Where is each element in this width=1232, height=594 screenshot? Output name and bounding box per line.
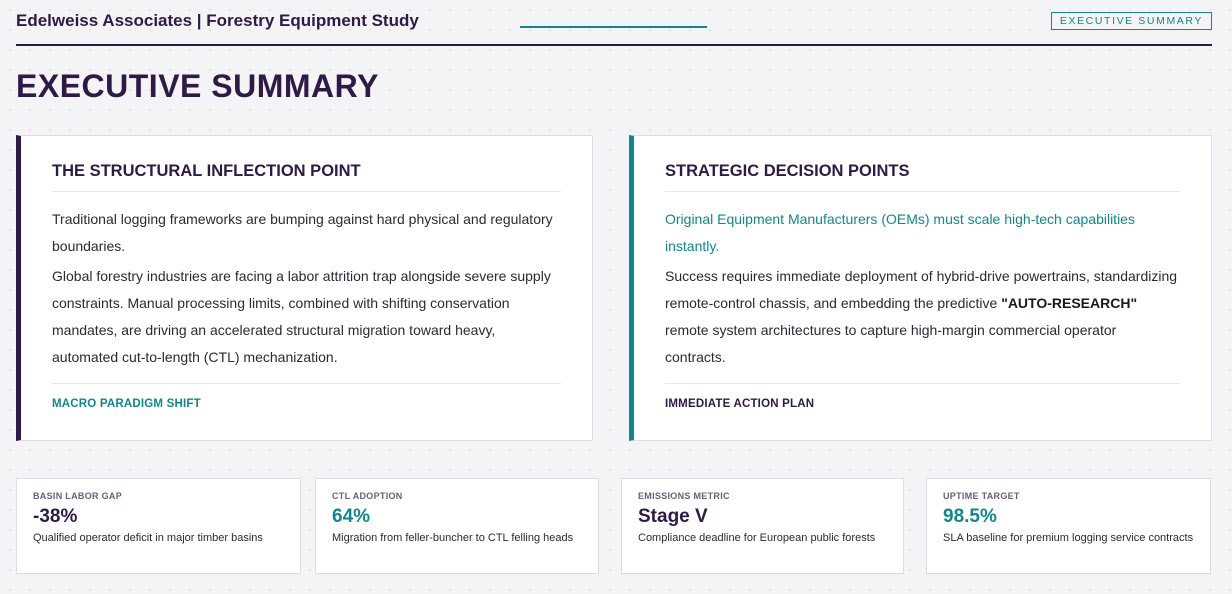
metric-value: 64%: [332, 506, 371, 527]
metric-card-ctl-adoption: [315, 478, 599, 574]
paragraph-text: Success requires immediate deployment of hybrid-drive powertrains, standardizing remote-control chassis, and embedding the predictive: [665, 268, 1178, 311]
structural-inflection-panel: [16, 135, 593, 441]
metric-label: EMISSIONS METRIC: [638, 491, 730, 501]
metric-card-emissions: [621, 478, 904, 574]
panel-body: [665, 206, 1180, 374]
panel-footer-label: IMMEDIATE ACTION PLAN: [665, 383, 1180, 410]
metric-card-uptime: [926, 478, 1211, 574]
metric-description: Migration from feller-buncher to CTL felling heads: [332, 532, 574, 544]
metric-label: CTL ADOPTION: [332, 491, 403, 501]
metric-value: -38%: [33, 506, 78, 527]
metric-value: Stage V: [638, 506, 708, 527]
auto-research-term: "AUTO-RESEARCH": [1001, 295, 1138, 311]
brand-title: Edelweiss Associates | Forestry Equipment Study: [16, 11, 419, 30]
paragraph-text: remote system architectures to capture high-margin commercial operator contracts.: [665, 322, 1117, 365]
header-bar: [16, 0, 1212, 46]
section-badge: EXECUTIVE SUMMARY: [1051, 12, 1212, 30]
panel-body: [52, 206, 561, 374]
metric-description: SLA baseline for premium logging service contracts: [943, 532, 1194, 544]
panel-paragraph: [665, 263, 1180, 371]
metric-label: BASIN LABOR GAP: [33, 491, 123, 501]
strategic-decision-panel: [629, 135, 1212, 441]
panel-paragraph: Global forestry industries are facing a labor attrition trap alongside severe supply constraints. Manual processing limits, combined with shifting conservation mandates, are driving an accelerated structural migration toward heavy, automated cut-to-length (CTL) mechanization.: [52, 268, 551, 365]
panel-footer-label: MACRO PARADIGM SHIFT: [52, 383, 561, 410]
progress-indicator: [520, 26, 707, 28]
metric-description: Qualified operator deficit in major timber basins: [33, 532, 263, 544]
metric-value: 98.5%: [943, 506, 997, 527]
metric-card-labor-gap: [16, 478, 301, 574]
metric-label: UPTIME TARGET: [943, 491, 1020, 501]
panel-title: THE STRUCTURAL INFLECTION POINT: [52, 162, 561, 192]
panel-lead: Traditional logging frameworks are bumping against hard physical and regulatory boundaries.: [52, 211, 553, 254]
panel-title: STRATEGIC DECISION POINTS: [665, 162, 1180, 192]
panel-lead: Original Equipment Manufacturers (OEMs) must scale high-tech capabilities instantly.: [665, 211, 1135, 254]
metric-description: Compliance deadline for European public forests: [638, 532, 876, 544]
page-title: EXECUTIVE SUMMARY: [16, 68, 379, 104]
